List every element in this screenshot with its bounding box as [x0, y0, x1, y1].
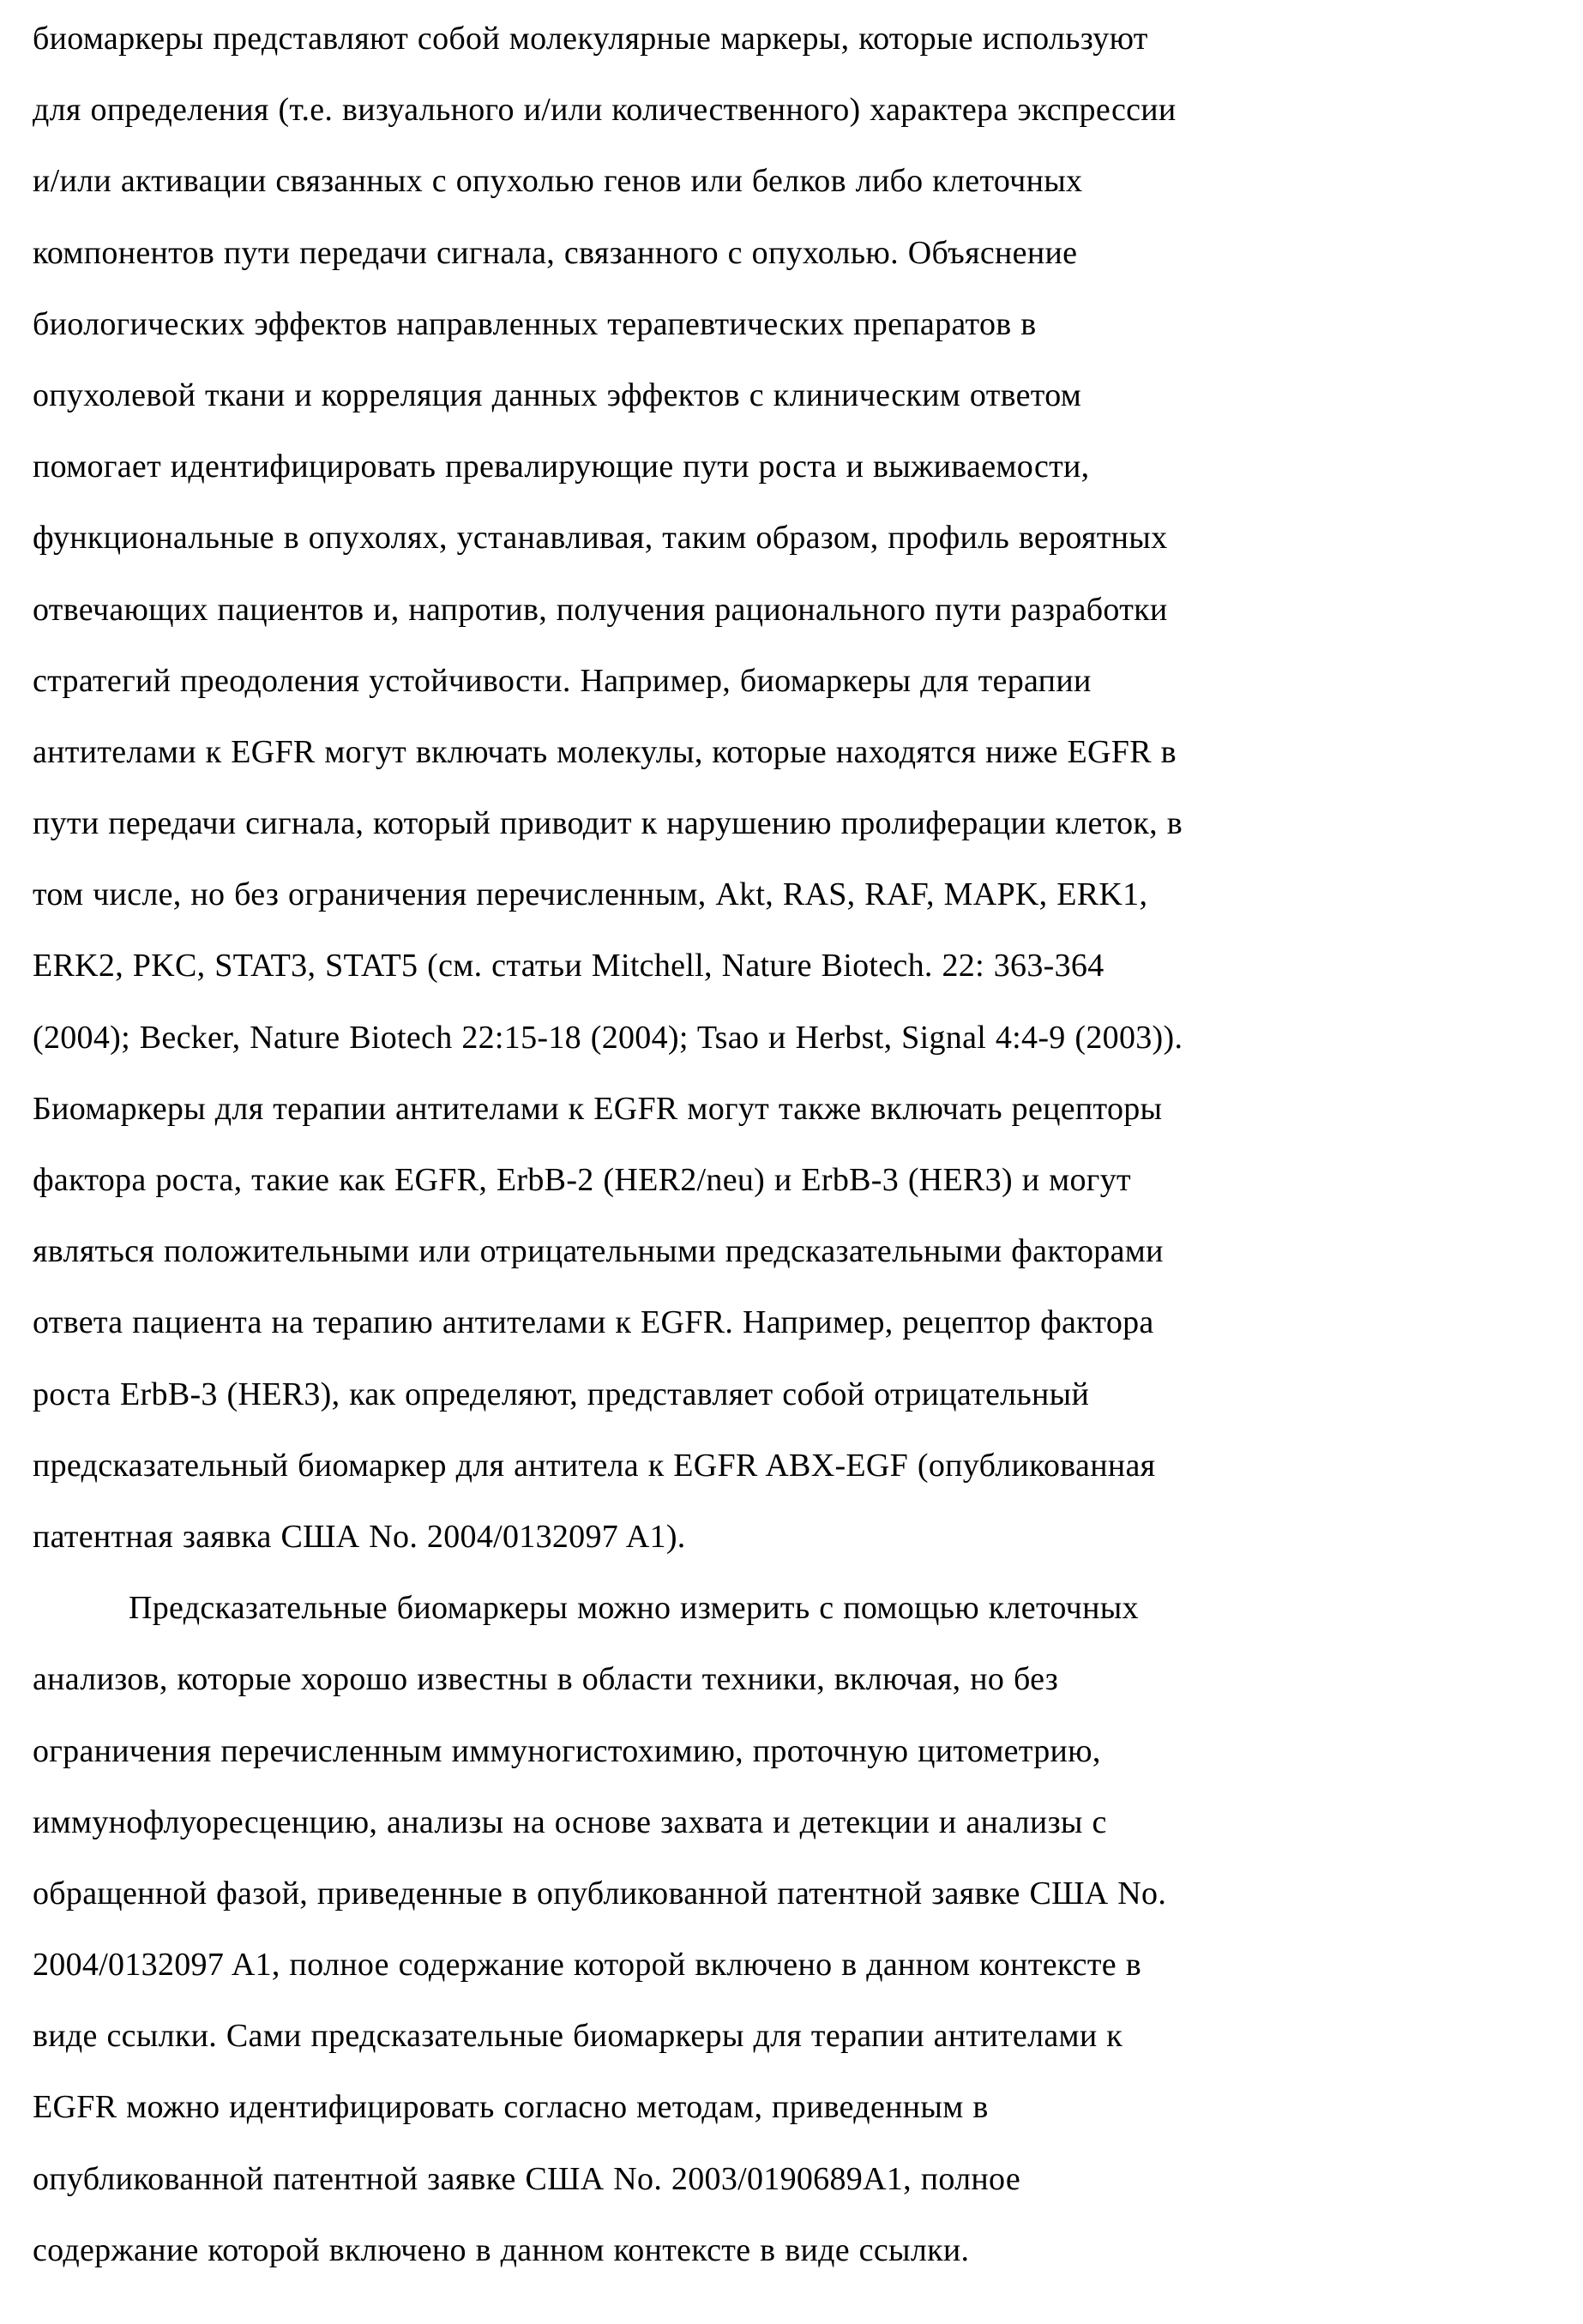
text-line-indented: Предсказательные биомаркеры можно измерить с помощью клеточных	[129, 1590, 1139, 1627]
text-line: ERK2, PKC, STAT3, STAT5 (см. статьи Mitchell, Nature Biotech. 22: 363-364	[33, 948, 1104, 984]
text-line: антителами к EGFR могут включать молекулы, которые находятся ниже EGFR в	[33, 733, 1177, 770]
text-line: том числе, но без ограничения перечисленным, Akt, RAS, RAF, MAPK, ERK1,	[33, 876, 1148, 913]
text-line: биологических эффектов направленных терапевтических препаратов в	[33, 305, 1037, 342]
text-line: EGFR можно идентифицировать согласно методам, приведенным в	[33, 2089, 989, 2126]
text-line: компонентов пути передачи сигнала, связанного с опухолью. Объяснение	[33, 234, 1078, 271]
text-line: и/или активации связанных с опухолью генов или белков либо клеточных	[33, 163, 1083, 200]
text-line: опухолевой ткани и корреляция данных эффектов с клиническим ответом	[33, 376, 1082, 413]
text-line: патентная заявка США No. 2004/0132097 A1).	[33, 1518, 686, 1555]
text-line: функциональные в опухолях, устанавливая, таким образом, профиль вероятных	[33, 520, 1168, 557]
text-line: пути передачи сигнала, который приводит к нарушению пролиферации клеток, в	[33, 805, 1183, 842]
paragraph-1	[33, 3, 1576, 1573]
text-line: являться положительными или отрицательными предсказательными факторами	[33, 1233, 1164, 1270]
text-line: иммунофлуоресценцию, анализы на основе захвата и детекции и анализы с	[33, 1803, 1107, 1840]
text-line: ограничения перечисленным иммуногистохимию, проточную цитометрию,	[33, 1732, 1101, 1769]
text-line: 2004/0132097 A1, полное содержание которой включено в данном контексте в	[33, 1947, 1141, 1984]
text-line: Биомаркеры для терапии антителами к EGFR могут также включать рецепторы	[33, 1090, 1163, 1127]
text-line: фактора роста, такие как EGFR, ErbB-2 (HER2/neu) и ErbB-3 (HER3) и могут	[33, 1162, 1131, 1198]
document-body	[33, 3, 1576, 2286]
text-line: предсказательный биомаркер для антитела к EGFR ABX-EGF (опубликованная	[33, 1447, 1156, 1484]
text-line: отвечающих пациентов и, напротив, получения рационального пути разработки	[33, 591, 1168, 628]
text-line: обращенной фазой, приведенные в опубликованной патентной заявке США No.	[33, 1875, 1167, 1912]
text-line: биомаркеры представляют собой молекулярные маркеры, которые используют	[33, 21, 1148, 57]
text-line: содержание которой включено в данном контексте в виде ссылки.	[33, 2231, 970, 2268]
text-line: анализов, которые хорошо известны в области техники, включая, но без	[33, 1661, 1059, 1698]
text-line: виде ссылки. Сами предсказательные биомаркеры для терапии антителами к	[33, 2018, 1123, 2055]
text-line: роста ErbB-3 (HER3), как определяют, представляет собой отрицательный	[33, 1376, 1090, 1412]
text-line: помогает идентифицировать превалирующие пути роста и выживаемости,	[33, 449, 1090, 485]
text-line: (2004); Becker, Nature Biotech 22:15-18 (2004); Tsao и Herbst, Signal 4:4-9 (2003)).	[33, 1019, 1183, 1056]
text-line: для определения (т.е. визуального и/или количественного) характера экспрессии	[33, 92, 1177, 129]
paragraph-2	[33, 1573, 1576, 2286]
text-line: стратегий преодоления устойчивости. Например, биомаркеры для терапии	[33, 662, 1092, 699]
text-line: опубликованной патентной заявке США No. 2003/0190689A1, полное	[33, 2160, 1020, 2197]
text-line: ответа пациента на терапию антителами к EGFR. Например, рецептор фактора	[33, 1304, 1154, 1341]
